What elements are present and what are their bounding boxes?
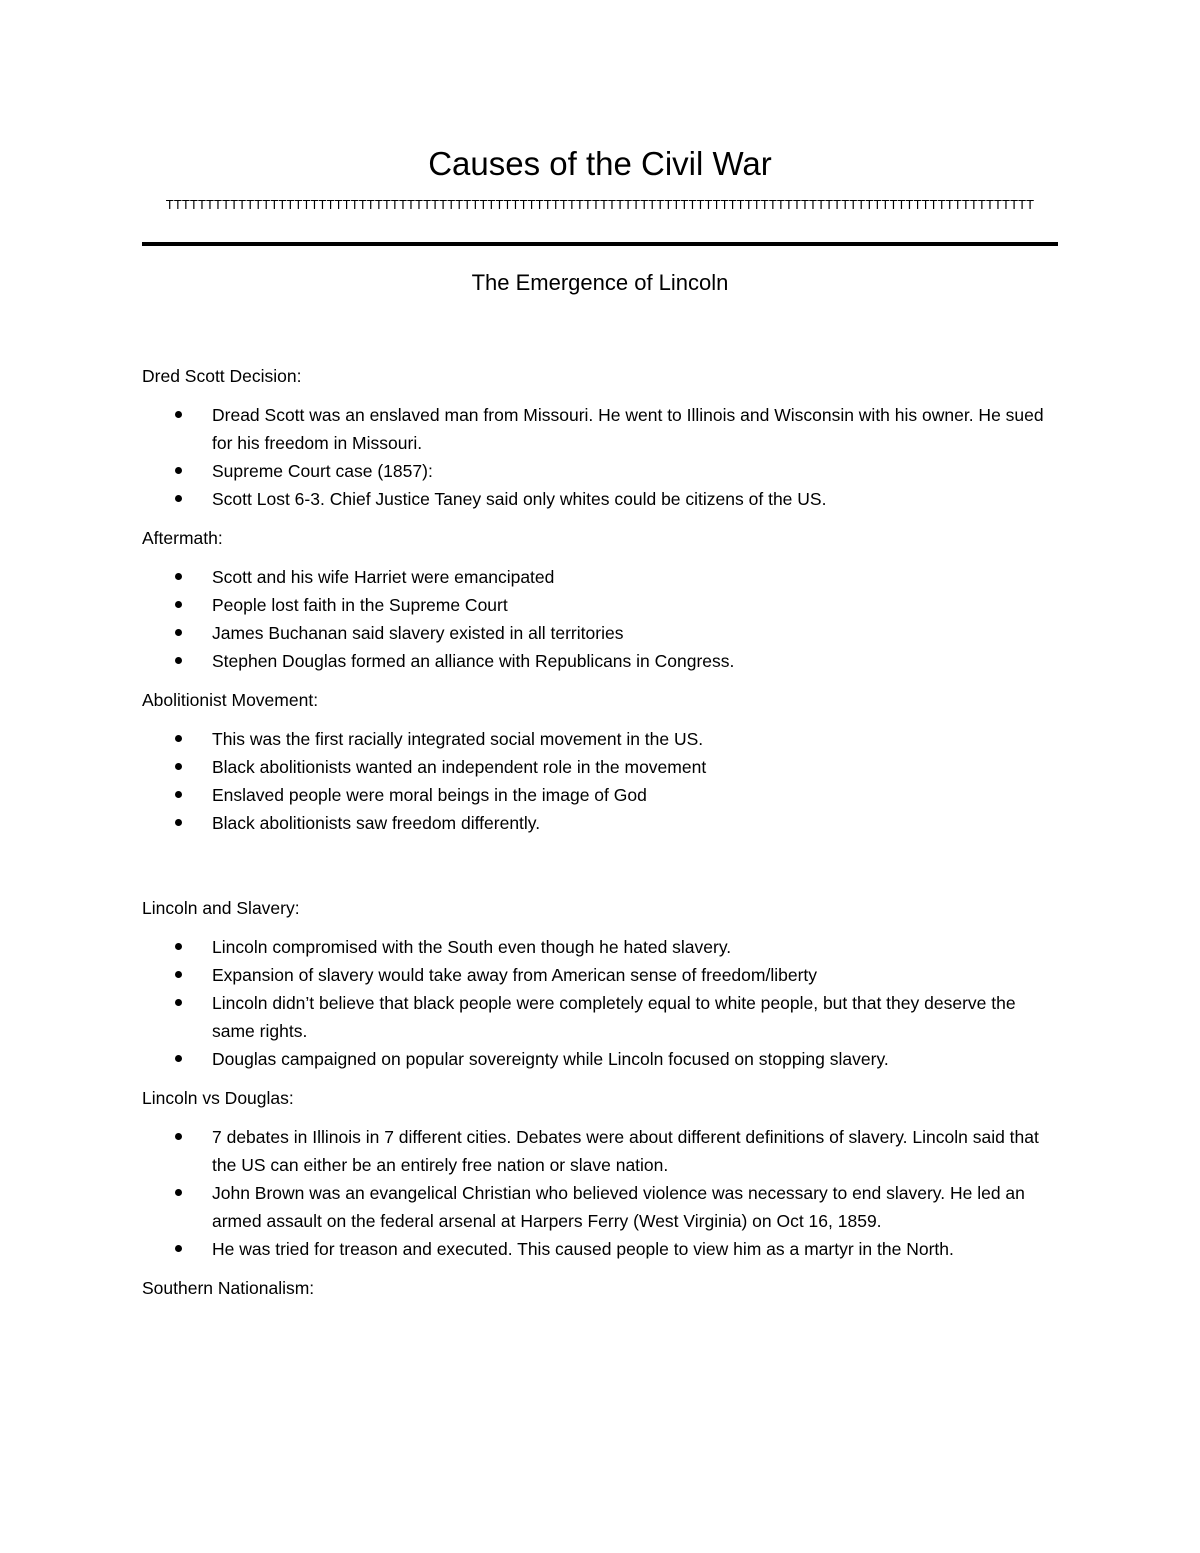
bullet-list-lincoln-douglas <box>142 1123 1058 1263</box>
list-item <box>142 753 1058 781</box>
list-item-text: Lincoln didn’t believe that black people were completely equal to white people, but that they deserve the same rights. <box>212 993 1016 1041</box>
list-item <box>142 485 1058 513</box>
bullet-icon <box>175 411 182 418</box>
document-body <box>142 362 1058 1302</box>
list-item-text: Stephen Douglas formed an alliance with Republicans in Congress. <box>212 651 735 671</box>
bullet-icon <box>175 971 182 978</box>
list-item <box>142 619 1058 647</box>
list-item-text: Expansion of slavery would take away from American sense of freedom/liberty <box>212 965 818 985</box>
list-item-text: People lost faith in the Supreme Court <box>212 595 508 615</box>
list-item <box>142 457 1058 485</box>
page-title: Causes of the Civil War <box>428 145 772 182</box>
list-item <box>142 989 1058 1045</box>
bullet-icon <box>175 495 182 502</box>
list-item-text: Black abolitionists saw freedom differently. <box>212 813 541 833</box>
list-item-text: Dread Scott was an enslaved man from Missouri. He went to Illinois and Wisconsin with his owner. He sued for his freedom in Missouri. <box>212 405 1044 453</box>
section-heading-dred-scott: Dred Scott Decision: <box>142 366 302 386</box>
list-item <box>142 401 1058 457</box>
list-item-text: Enslaved people were moral beings in the image of God <box>212 785 647 805</box>
bullet-icon <box>175 573 182 580</box>
list-item <box>142 809 1058 837</box>
list-item-text: Black abolitionists wanted an independent role in the movement <box>212 757 707 777</box>
title-rule <box>142 242 1058 246</box>
bullet-icon <box>175 1133 182 1140</box>
bullet-icon <box>175 819 182 826</box>
list-item-text: He was tried for treason and executed. This caused people to view him as a martyr in the North. <box>212 1239 954 1259</box>
page-subtitle: The Emergence of Lincoln <box>471 270 729 295</box>
list-item <box>142 933 1058 961</box>
bullet-icon <box>175 791 182 798</box>
list-item-text: James Buchanan said slavery existed in all territories <box>212 623 624 643</box>
list-item-text: Scott Lost 6-3. Chief Justice Taney said only whites could be citizens of the US. <box>212 489 827 509</box>
bullet-icon <box>175 629 182 636</box>
list-item-text: This was the first racially integrated social movement in the US. <box>212 729 704 749</box>
bullet-icon <box>175 1189 182 1196</box>
list-item-text: John Brown was an evangelical Christian who believed violence was necessary to end slavery. He led an armed assault on the federal arsenal at Harpers Ferry (West Virginia) on Oct 16, 1859. <box>212 1183 1025 1231</box>
section-heading-lincoln-douglas: Lincoln vs Douglas: <box>142 1088 294 1108</box>
title-underline-text: TTTTTTTTTTTTTTTTTTTTTTTTTTTTTTTTTTTTTTTTTTTTTTTTTTTTTTTTTTTTTTTTTTTTTTTTTTTTTTTTTTTTTTTTTTTTTTTTTTTTTTTTTTTT <box>165 197 1035 212</box>
list-item <box>142 725 1058 753</box>
bullet-icon <box>175 943 182 950</box>
bullet-list-dred-scott <box>142 401 1058 513</box>
section-heading-aftermath: Aftermath: <box>142 528 223 548</box>
bullet-icon <box>175 735 182 742</box>
list-item <box>142 1123 1058 1179</box>
bullet-icon <box>175 601 182 608</box>
list-item <box>142 591 1058 619</box>
section-heading-abolitionist: Abolitionist Movement: <box>142 690 319 710</box>
list-item <box>142 961 1058 989</box>
list-item <box>142 781 1058 809</box>
bullet-icon <box>175 467 182 474</box>
section-heading-southern-nationalism: Southern Nationalism: <box>142 1278 315 1298</box>
bullet-icon <box>175 657 182 664</box>
list-item-text: Scott and his wife Harriet were emancipated <box>212 567 555 587</box>
bullet-icon <box>175 1055 182 1062</box>
bullet-icon <box>175 1245 182 1252</box>
bullet-list-abolitionist <box>142 725 1058 837</box>
list-item <box>142 1235 1058 1263</box>
list-item-text: Supreme Court case (1857): <box>212 461 433 481</box>
bullet-icon <box>175 999 182 1006</box>
bullet-icon <box>175 763 182 770</box>
blank-line <box>142 848 1058 894</box>
section-heading-lincoln-slavery: Lincoln and Slavery: <box>142 898 300 918</box>
list-item <box>142 1045 1058 1073</box>
bullet-list-aftermath <box>142 563 1058 675</box>
list-item <box>142 1179 1058 1235</box>
list-item-text: Lincoln compromised with the South even though he hated slavery. <box>212 937 732 957</box>
bullet-list-lincoln-slavery <box>142 933 1058 1073</box>
list-item-text: Douglas campaigned on popular sovereignty while Lincoln focused on stopping slavery. <box>212 1049 889 1069</box>
list-item <box>142 647 1058 675</box>
list-item-text: 7 debates in Illinois in 7 different cities. Debates were about different definitions of slavery. Lincoln said that the US can either be an entirely free nation or slave nation. <box>212 1127 1039 1175</box>
list-item <box>142 563 1058 591</box>
